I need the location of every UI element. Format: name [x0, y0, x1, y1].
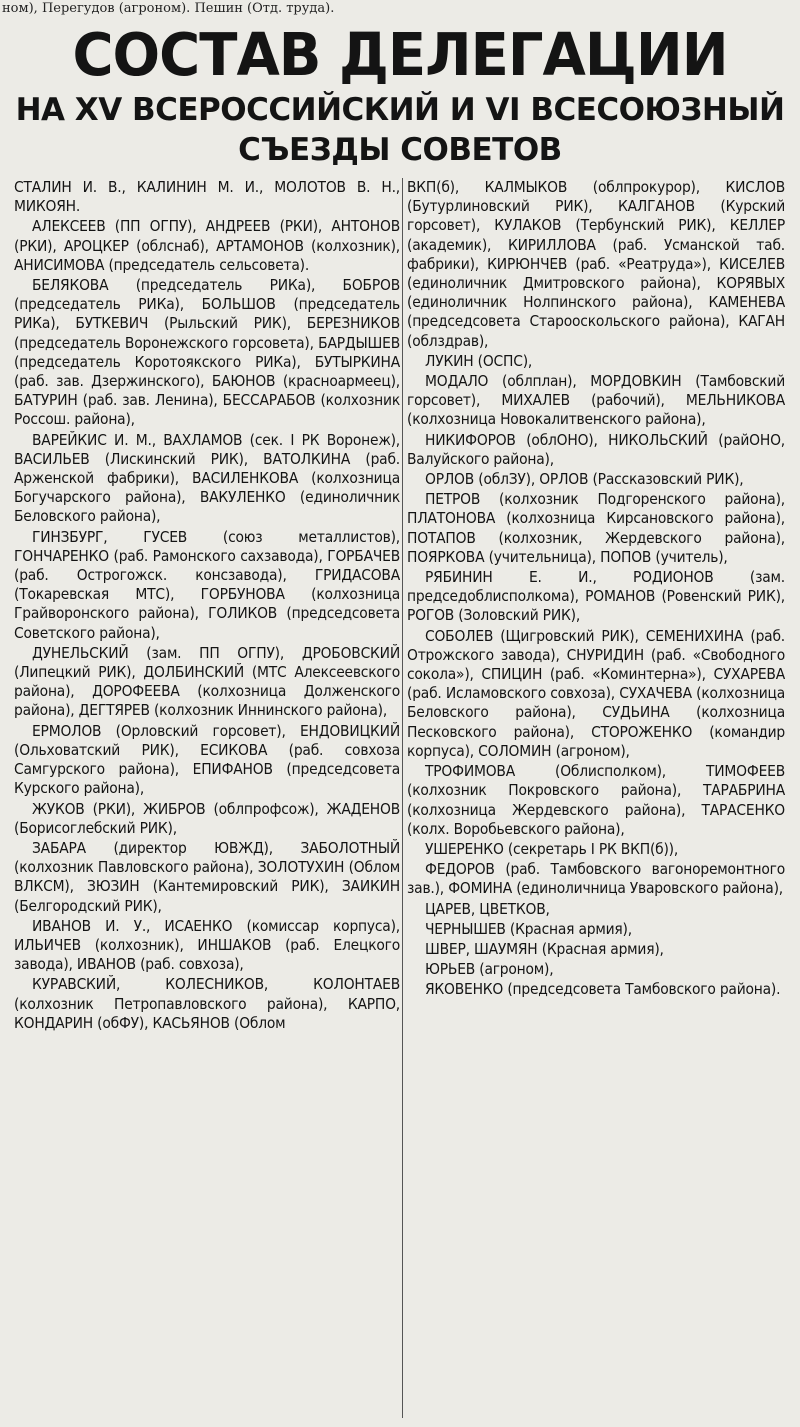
paragraph: НИКИФОРОВ (облОНО), НИКОЛЬСКИЙ (райОНО, Валуйского района), — [407, 430, 785, 468]
paragraph: ИВАНОВ И. У., ИСАЕНКО (комиссар корпуса), ИЛЬИЧЕВ (колхозник), ИНШАКОВ (раб. Елецкого завода), ИВАНОВ (раб. совхоза), — [14, 916, 400, 974]
right-column — [407, 178, 785, 1418]
paragraph: ОРЛОВ (облЗУ), ОРЛОВ (Рассказовский РИК), — [425, 470, 744, 489]
paragraph: ТРОФИМОВА (Облисполком), ТИМОФЕЕВ (колхозник Покровского района), ТАРАБРИНА (колхозница Жердевского района), ТАРАСЕНКО (колх. Воробьевского района), — [407, 762, 785, 838]
paragraph: УШЕРЕНКО (секретарь I РК ВКП(б)), — [425, 839, 679, 858]
top-text-fragment: ном), Перегудов (агроном). Пешин (Отд. труда). — [2, 1, 335, 16]
paragraph: ЖУКОВ (РКИ), ЖИБРОВ (облпрофсож), ЖАДЕНОВ (Борисоглебский РИК), — [14, 799, 400, 837]
paragraph: СОБОЛЕВ (Щигровский РИК), СЕМЕНИХИНА (раб. Отрожского завода), СНУРИДИН (раб. «Свободного сокола»), СПИЦИН (раб. «Коминтерна»), СУХАРЕВА (раб. Исламовского совхоза), СУХАЧЕВА (колхозница Беловского района), СУДЬИНА (колхозница Песковского района), СТОРОЖЕНКО (командир корпуса), СОЛОМИН (агроном), — [407, 626, 785, 760]
paragraph: МОДАЛО (облплан), МОРДОВКИН (Тамбовский горсовет), МИХАЛЕВ (рабочий), МЕЛЬНИКОВА (колхозница Новокалитвенского района), — [407, 372, 785, 429]
paragraph: АЛЕКСЕЕВ (ПП ОГПУ), АНДРЕЕВ (РКИ), АНТОНОВ (РКИ), АРОЦКЕР (облснаб), АРТАМОНОВ (колхозник), АНИСИМОВА (председатель сельсовета). — [14, 217, 400, 274]
paragraph: ШВЕР, ШАУМЯН (Красная армия), — [425, 939, 664, 958]
subheadline-line-1: НА XV ВСЕРОССИЙСКИЙ И VI ВСЕСОЮЗНЫЙ — [15, 92, 785, 128]
paragraph: БЕЛЯКОВА (председатель РИКа), БОБРОВ (председатель РИКа), БОЛЬШОВ (председатель РИКа), БУТКЕВИЧ (Рыльский РИК), БЕРЕЗНИКОВ (председатель Воронежского горсовета), БАРДЫШЕВ (председатель Коротоякского РИКа), БУТЫРКИНА (раб. зав. Дзержинского), БАЮНОВ (красноармеец), БАТУРИН (раб. зав. Ленина), БЕССАРАБОВ (колхозник Россош. района), — [14, 276, 400, 429]
paragraph: ЯКОВЕНКО (председсовета Тамбовского района). — [425, 980, 781, 999]
paragraph: ПЕТРОВ (колхозник Подгоренского района), ПЛАТОНОВА (колхозница Кирсановского района), ПОТАПОВ (колхозник, Жердевского района), ПОЯРКОВА (учительница), ПОПОВ (учитель), — [407, 490, 785, 566]
paragraph: КУРАВСКИЙ, КОЛЕСНИКОВ, КОЛОНТАЕВ (колхозник Петропавловского района), КАРПО, КОНДАРИН (обФУ), КАСЬЯНОВ (Облом — [14, 975, 400, 1032]
subheadline-line-2: СЪЕЗДЫ СОВЕТОВ — [238, 132, 562, 168]
column-divider — [402, 178, 403, 1418]
paragraph: ЛУКИН (ОСПС), — [425, 351, 533, 370]
paragraph: ВАРЕЙКИС И. М., ВАХЛАМОВ (сек. I РК Воронеж), ВАСИЛЬЕВ (Лискинский РИК), ВАТОЛКИНА (раб. Арженской фабрики), ВАСИЛЕНКОВА (колхозница Богучарского района), ВАКУЛЕНКО (единоличник Беловского района), — [14, 430, 400, 526]
paragraph: ЦАРЕВ, ЦВЕТКОВ, — [425, 899, 550, 918]
paragraph: ФЕДОРОВ (раб. Тамбовского вагоноремонтного зав.), ФОМИНА (единоличница Уваровского района), — [407, 860, 785, 898]
paragraph: ЕРМОЛОВ (Орловский горсовет), ЕНДОВИЦКИЙ (Ольховатский РИК), ЕСИКОВА (раб. совхоза Самгурского района), ЕПИФАНОВ (председсовета Курского района), — [14, 721, 400, 798]
paragraph: СТАЛИН И. В., КАЛИНИН М. И., МОЛОТОВ В. Н., МИКОЯН. — [14, 178, 400, 216]
paragraph: ЗАБАРА (директор ЮВЖД), ЗАБОЛОТНЫЙ (колхозник Павловского района), ЗОЛОТУХИН (Облом ВЛКСМ), ЗЮЗИН (Кантемировский РИК), ЗАИКИН (Белгородский РИК), — [14, 838, 400, 915]
paragraph: РЯБИНИН Е. И., РОДИОНОВ (зам. председоблисполкома), РОМАНОВ (Ровенский РИК), РОГОВ (Золовский РИК), — [407, 568, 785, 625]
left-column — [14, 178, 400, 1418]
headline: СОСТАВ ДЕЛЕГАЦИИ — [72, 21, 728, 90]
paragraph: ДУНЕЛЬСКИЙ (зам. ПП ОГПУ), ДРОБОВСКИЙ (Липецкий РИК), ДОЛБИНСКИЙ (МТС Алексеевского района), ДОРОФЕЕВА (колхозница Долженского района), ДЕГТЯРЕВ (колхозник Иннинского района), — [14, 643, 400, 720]
paragraph: ВКП(б), КАЛМЫКОВ (облпрокурор), КИСЛОВ (Бутурлиновский РИК), КАЛГАНОВ (Курский горсовет), КУЛАКОВ (Тербунский РИК), КЕЛЛЕР (академик), КИРИЛЛОВА (раб. Усманской таб. фабрики), КИРЮНЧЕВ (раб. «Реатруда»), КИСЕЛЕВ (единоличник Дмитровского района), КОРЯВЫХ (единоличник Нолпинского района), КАМЕНЕВА (председсовета Старооскольского района), КАГАН (облздрав), — [407, 178, 785, 350]
paragraph: ЧЕРНЫШЕВ (Красная армия), — [425, 919, 632, 938]
paragraph: ГИНЗБУРГ, ГУСЕВ (союз металлистов), ГОНЧАРЕНКО (раб. Рамонского сахзавода), ГОРБАЧЕВ (раб. Острогожск. консзавода), ГРИДАСОВА (Токаревская МТС), ГОРБУНОВА (колхозница Грайворонского района), ГОЛИКОВ (председсовета Советского района), — [14, 527, 400, 642]
paragraph: ЮРЬЕВ (агроном), — [425, 960, 554, 979]
